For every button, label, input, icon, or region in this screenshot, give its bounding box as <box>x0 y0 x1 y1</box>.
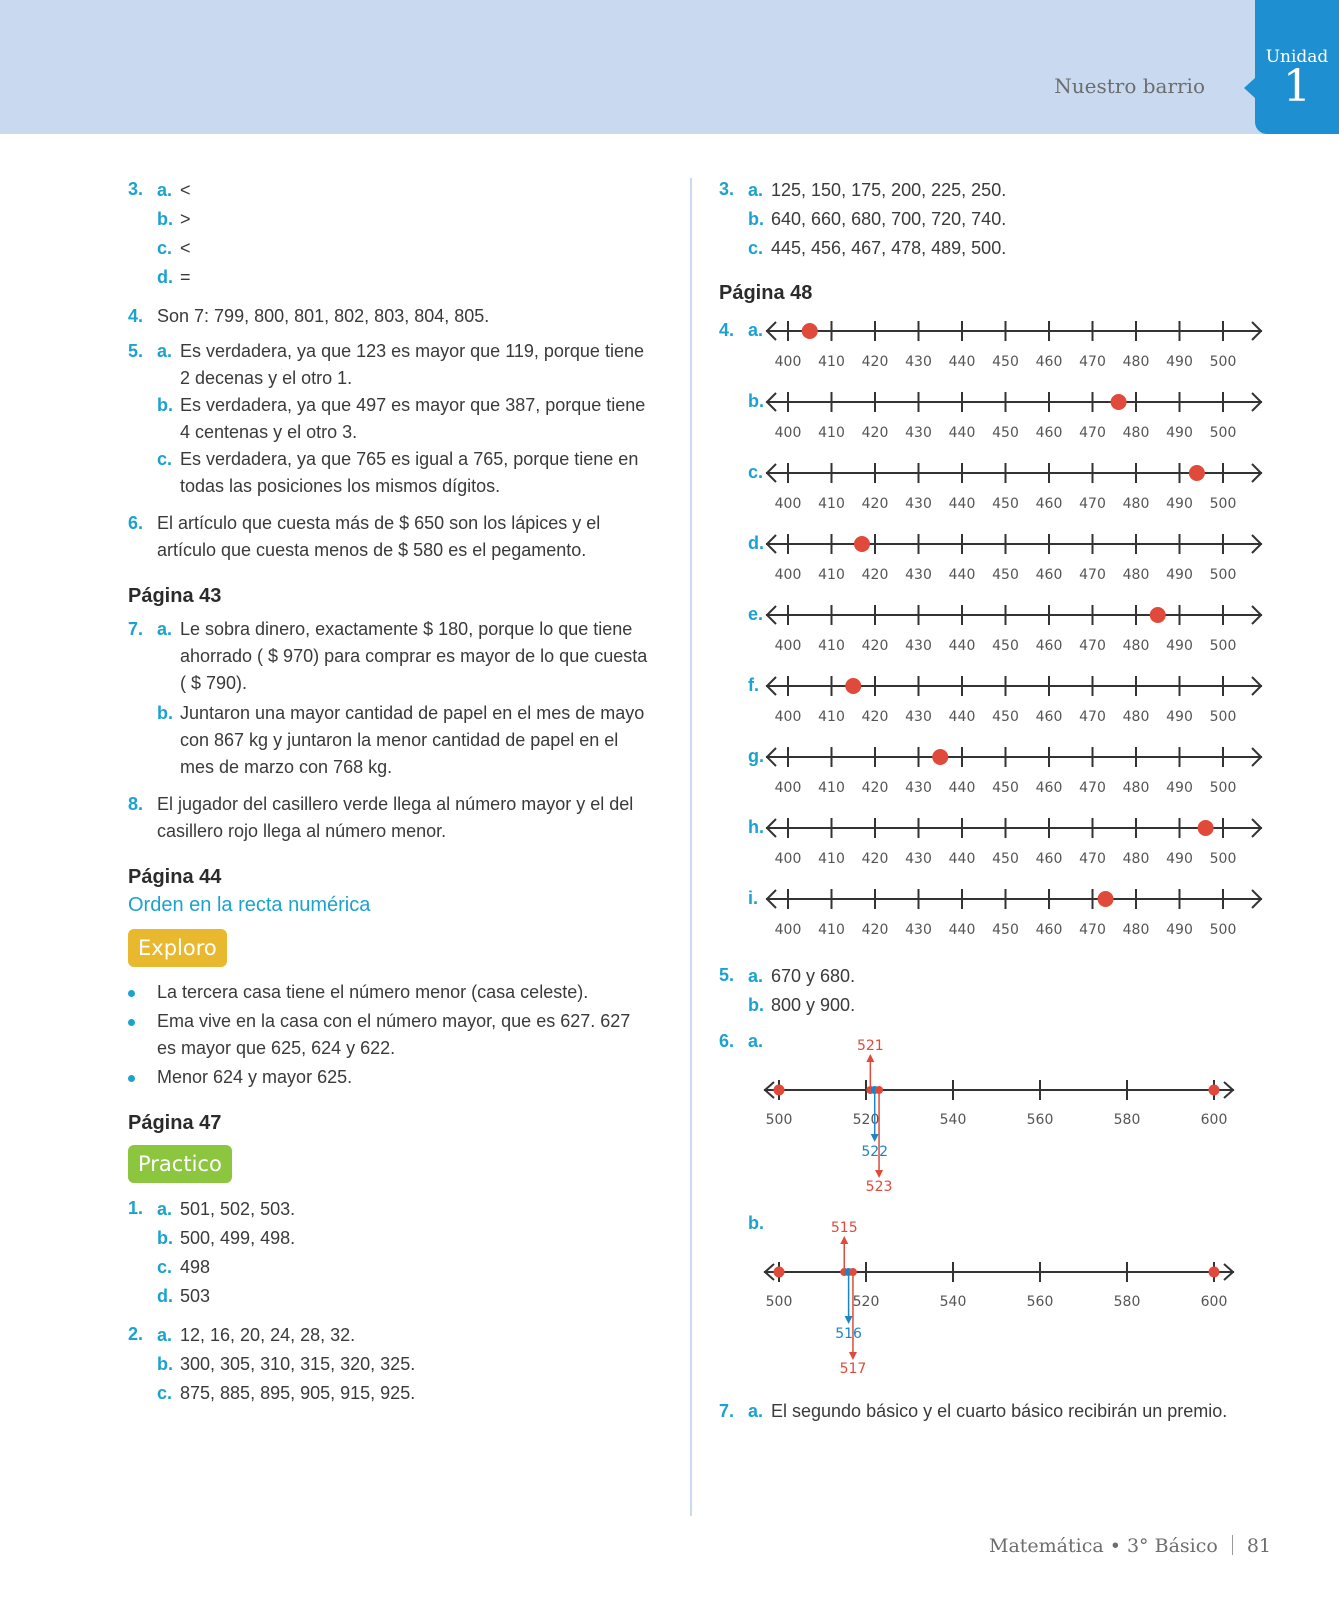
tick-label: 460 <box>1035 638 1063 654</box>
section-title-p44: Página 44 <box>128 866 222 888</box>
answer-item: b. Juntaron una mayor cantidad de papel en el mes de mayo con 867 kg y juntaron la menor cantidad de papel en el mes de marzo con 768 kg. <box>157 703 645 777</box>
unit-label: Unidad <box>1265 47 1329 67</box>
answer-item: b. 500, 499, 498. <box>157 1228 296 1248</box>
tick-label: 500 <box>1209 780 1237 796</box>
list-item: La tercera casa tiene el número menor (casa celeste). <box>128 979 668 1006</box>
number-point <box>1198 820 1214 836</box>
tick-label: 420 <box>861 638 889 654</box>
tick-label: 480 <box>1122 354 1150 370</box>
bullet-icon <box>128 1019 135 1026</box>
tick-label: 400 <box>774 709 802 725</box>
number-line-row <box>719 388 1279 459</box>
arrowhead-icon <box>849 1352 857 1360</box>
tick-label: 430 <box>905 567 932 583</box>
item-letter: g. <box>748 746 764 766</box>
tick-label: 430 <box>905 638 932 654</box>
tick-label: 480 <box>1122 709 1150 725</box>
answer-6b: 6. a. b. 500 520 540 560 580 600 521 522 523 500 520 540 560 580 600 515 516 517 <box>719 1028 1279 1398</box>
tick-label: 480 <box>1122 425 1150 441</box>
tick-label: 450 <box>992 354 1019 370</box>
answer-item: a. < <box>157 180 191 200</box>
section-title-p43: Página 43 <box>128 585 222 607</box>
page-number: 81 <box>1246 1535 1271 1557</box>
tick-label: 500 <box>1209 567 1237 583</box>
tick-label: 480 <box>1122 851 1150 867</box>
tick-label: 500 <box>1209 425 1237 441</box>
answer-item: c. 445, 456, 467, 478, 489, 500. <box>748 238 1007 258</box>
arrowhead-icon <box>840 1236 848 1244</box>
answer-item: a. 501, 502, 503. <box>157 1199 296 1219</box>
tick-label: 410 <box>818 638 845 654</box>
number-line <box>764 743 1264 803</box>
answer-item: b. 300, 305, 310, 315, 320, 325. <box>157 1354 416 1374</box>
tick-label: 410 <box>818 425 845 441</box>
answer-4: 4. Son 7: 799, 800, 801, 802, 803, 804, 805. <box>128 306 490 326</box>
answer-6: 6. El artículo que cuesta más de $ 650 son los lápices y el artículo que cuesta menos de $ 580 es el pegamento. <box>128 513 601 560</box>
tick-label: 410 <box>818 567 845 583</box>
tick-label: 450 <box>992 425 1019 441</box>
tick-label: 440 <box>948 638 976 654</box>
number-line <box>764 672 1264 732</box>
tick-label: 420 <box>861 780 889 796</box>
number-point <box>1189 465 1205 481</box>
tick-label: 400 <box>774 567 802 583</box>
tick-label: 490 <box>1166 709 1193 725</box>
item-letter: a. <box>748 320 764 340</box>
tick-label: 460 <box>1035 567 1063 583</box>
tick-label: 410 <box>818 709 845 725</box>
item-letter: h. <box>748 817 764 837</box>
tick-label: 600 <box>1200 1112 1228 1128</box>
practico-badge: Practico <box>128 1145 232 1183</box>
number-point <box>1098 891 1114 907</box>
item-letter-b: b. <box>748 1213 764 1233</box>
tick-label: 410 <box>818 780 845 796</box>
header-band <box>0 0 1339 134</box>
tick-label: 490 <box>1166 496 1193 512</box>
tick-label: 430 <box>905 851 932 867</box>
answer-item: b. Es verdadera, ya que 497 es mayor que 387, porque tiene 4 centenas y el otro 3. <box>157 395 646 442</box>
answer-item: d. 503 <box>157 1286 211 1306</box>
question-number: 4. <box>719 320 735 340</box>
tick-label: 430 <box>905 496 932 512</box>
tick-label: 490 <box>1166 922 1193 938</box>
item-letter-a: a. <box>748 1031 764 1051</box>
tick-label: 540 <box>939 1294 967 1310</box>
tick-label: 490 <box>1166 425 1193 441</box>
tick-label: 430 <box>905 780 932 796</box>
answer-item: d. = <box>157 267 191 287</box>
bullet-icon <box>128 1075 135 1082</box>
number-line <box>764 601 1264 661</box>
tick-label: 490 <box>1166 638 1193 654</box>
answer-5: 5. a. Es verdadera, ya que 123 es mayor que 119, porque tiene 2 decenas y el otro 1. b. Es verdadera, ya que 497 es mayor que 387, porque tiene 4 centenas y el otro 3. c. Es verdadera, ya que 765 es igual a 765, porque tiene en todas las posiciones los mismos dígitos. <box>128 338 668 500</box>
tick-label: 450 <box>992 567 1019 583</box>
tick-label: 470 <box>1079 496 1106 512</box>
tick-label: 400 <box>774 496 802 512</box>
answer-item: c. 875, 885, 895, 905, 915, 925. <box>157 1383 416 1403</box>
tick-label: 440 <box>948 496 976 512</box>
tick-label: 480 <box>1122 638 1150 654</box>
answer-item: b. 800 y 900. <box>748 995 856 1015</box>
number-line-row <box>719 814 1279 885</box>
tick-label: 520 <box>852 1294 880 1310</box>
tick-label: 520 <box>852 1112 880 1128</box>
number-point <box>1150 607 1166 623</box>
tick-label: 500 <box>1209 638 1237 654</box>
answer-8: 8. El jugador del casillero verde llega al número mayor y el del casillero rojo llega al número menor. <box>128 794 634 841</box>
tick-label: 440 <box>948 851 976 867</box>
marked-point <box>849 1268 857 1276</box>
tick-label: 490 <box>1166 354 1193 370</box>
tick-label: 440 <box>948 780 976 796</box>
tick-label: 400 <box>774 638 802 654</box>
point-label: 523 <box>865 1179 893 1195</box>
tick-label: 420 <box>861 425 889 441</box>
left-column <box>128 176 668 1408</box>
tick-label: 480 <box>1122 780 1150 796</box>
tick-label: 420 <box>861 496 889 512</box>
arrowhead-icon <box>845 1316 853 1324</box>
right-column <box>719 176 1279 1425</box>
tick-label: 490 <box>1166 780 1193 796</box>
answer-3 <box>128 176 668 292</box>
tick-label: 560 <box>1026 1294 1054 1310</box>
tick-label: 500 <box>1209 354 1237 370</box>
endpoint-dot <box>1209 1085 1220 1096</box>
tick-label: 470 <box>1079 851 1106 867</box>
list-item: Ema vive en la casa con el número mayor, que es 627. 627 es mayor que 625, 624 y 622. <box>128 1008 668 1062</box>
number-line-row <box>719 459 1279 530</box>
arrow-number-lines <box>719 1028 1279 1398</box>
point-label: 522 <box>861 1144 889 1160</box>
tick-label: 500 <box>765 1294 793 1310</box>
answer-7b: 7. a. El segundo básico y el cuarto básico recibirán un premio. <box>719 1401 1228 1421</box>
answer-7: 7. a. Le sobra dinero, exactamente $ 180, porque lo que tiene ahorrado ( $ 970) para comprar es mayor de lo que cuesta ( $ 790). b. Juntaron una mayor cantidad de papel en el mes de mayo con 867 kg y juntaron la menor cantidad de papel en el mes de marzo con 768 kg. <box>128 616 668 781</box>
tick-label: 490 <box>1166 567 1193 583</box>
answer-5b: 5. a. 670 y 680. b. 800 y 900. <box>719 962 1279 1020</box>
column-divider <box>690 178 692 1516</box>
tick-label: 500 <box>1209 496 1237 512</box>
tick-label: 400 <box>774 354 802 370</box>
tick-label: 420 <box>861 354 889 370</box>
tick-label: 430 <box>905 709 932 725</box>
tick-label: 470 <box>1079 922 1106 938</box>
tick-label: 450 <box>992 496 1019 512</box>
tick-label: 410 <box>818 354 845 370</box>
number-line-row <box>719 743 1279 814</box>
tick-label: 500 <box>1209 922 1237 938</box>
answer-3b: 3. a. 125, 150, 175, 200, 225, 250. b. 640, 660, 680, 700, 720, 740. c. 445, 456, 467, 478, 489, 500. <box>719 176 1279 263</box>
tick-label: 420 <box>861 851 889 867</box>
answer-item: a. 125, 150, 175, 200, 225, 250. <box>748 180 1007 200</box>
tick-label: 490 <box>1166 851 1193 867</box>
tick-label: 470 <box>1079 354 1106 370</box>
tick-label: 480 <box>1122 567 1150 583</box>
tick-label: 410 <box>818 496 845 512</box>
exploro-badge: Exploro <box>128 929 227 967</box>
point-label: 517 <box>839 1361 867 1377</box>
number-point <box>802 323 818 339</box>
answer-2: 2. a. 12, 16, 20, 24, 28, 32. b. 300, 305, 310, 315, 320, 325. c. 875, 885, 895, 905, 915, 925. <box>128 1321 668 1408</box>
item-letter: e. <box>748 604 764 624</box>
tick-label: 470 <box>1079 709 1106 725</box>
item-letter: f. <box>748 675 759 695</box>
number-line <box>764 317 1264 377</box>
tick-label: 580 <box>1113 1294 1141 1310</box>
number-point <box>845 678 861 694</box>
number-point <box>1111 394 1127 410</box>
number-line-row <box>719 601 1279 672</box>
number-point <box>854 536 870 552</box>
arrowhead-icon <box>866 1054 874 1062</box>
tick-label: 470 <box>1079 567 1106 583</box>
tick-label: 430 <box>905 425 932 441</box>
item-letter: i. <box>748 888 759 908</box>
tick-label: 430 <box>905 354 932 370</box>
answer-item: b. 640, 660, 680, 700, 720, 740. <box>748 209 1007 229</box>
tick-label: 400 <box>774 425 802 441</box>
question-number: 3. <box>128 179 144 199</box>
endpoint-dot <box>774 1267 785 1278</box>
answer-item: a. Es verdadera, ya que 123 es mayor que 119, porque tiene 2 decenas y el otro 1. <box>157 341 644 388</box>
tick-label: 420 <box>861 922 889 938</box>
number-line-row <box>719 530 1279 601</box>
item-letter: b. <box>748 391 764 411</box>
tick-label: 420 <box>861 567 889 583</box>
tick-label: 400 <box>774 851 802 867</box>
number-line <box>764 814 1264 874</box>
tick-label: 400 <box>774 780 802 796</box>
tick-label: 450 <box>992 780 1019 796</box>
page-footer <box>989 1535 1271 1557</box>
tick-label: 450 <box>992 922 1019 938</box>
tick-label: 460 <box>1035 709 1063 725</box>
tick-label: 450 <box>992 638 1019 654</box>
tick-label: 580 <box>1113 1112 1141 1128</box>
number-lines <box>719 317 1279 956</box>
section-title-p47: Página 47 <box>128 1112 222 1134</box>
tick-label: 460 <box>1035 496 1063 512</box>
tick-label: 440 <box>948 354 976 370</box>
number-line <box>764 388 1264 448</box>
marked-point <box>875 1086 883 1094</box>
answer-item: b. > <box>157 209 191 229</box>
tick-label: 420 <box>861 709 889 725</box>
tick-label: 460 <box>1035 780 1063 796</box>
section-title-p48: Página 48 <box>719 282 813 304</box>
unit-number: 1 <box>1283 61 1311 112</box>
tick-label: 600 <box>1200 1294 1228 1310</box>
section-subtitle: Orden en la recta numérica <box>128 894 371 916</box>
answer-item: c. Es verdadera, ya que 765 es igual a 765, porque tiene en todas las posiciones los mismos dígitos. <box>157 449 639 496</box>
tick-label: 430 <box>905 922 932 938</box>
item-letter: d. <box>748 533 764 553</box>
number-line-row <box>719 885 1279 956</box>
tick-label: 470 <box>1079 425 1106 441</box>
footer-separator <box>1232 1535 1233 1555</box>
answer-item: a. 12, 16, 20, 24, 28, 32. <box>157 1325 356 1345</box>
endpoint-dot <box>774 1085 785 1096</box>
tick-label: 560 <box>1026 1112 1054 1128</box>
answer-item: c. 498 <box>157 1257 211 1277</box>
number-line <box>764 459 1264 519</box>
number-line-row <box>719 317 1279 388</box>
point-label: 521 <box>856 1038 884 1054</box>
number-line <box>764 530 1264 590</box>
tick-label: 500 <box>765 1112 793 1128</box>
bullet-icon <box>128 990 135 997</box>
tick-label: 400 <box>774 922 802 938</box>
footer-subject: Matemática • 3° Básico <box>989 1535 1218 1557</box>
tick-label: 440 <box>948 425 976 441</box>
endpoint-dot <box>1209 1267 1220 1278</box>
bullet-list <box>128 979 668 1091</box>
tick-label: 460 <box>1035 425 1063 441</box>
tick-label: 500 <box>1209 851 1237 867</box>
arrowhead-icon <box>871 1134 879 1142</box>
tick-label: 540 <box>939 1112 967 1128</box>
number-line <box>764 885 1264 945</box>
tick-label: 470 <box>1079 638 1106 654</box>
tick-label: 410 <box>818 922 845 938</box>
tick-label: 480 <box>1122 496 1150 512</box>
unit-tab <box>1255 0 1339 134</box>
tick-label: 450 <box>992 851 1019 867</box>
chapter-title: Nuestro barrio <box>1054 74 1205 98</box>
tick-label: 440 <box>948 567 976 583</box>
number-point <box>932 749 948 765</box>
answer-1: 1. a. 501, 502, 503. b. 500, 499, 498. c. 498 d. 503 <box>128 1195 668 1311</box>
point-label: 516 <box>835 1326 862 1342</box>
tick-label: 440 <box>948 922 976 938</box>
number-line-row <box>719 672 1279 743</box>
arrowhead-icon <box>875 1170 883 1178</box>
tick-label: 410 <box>818 851 845 867</box>
tick-label: 460 <box>1035 851 1063 867</box>
answer-item: c. < <box>157 238 191 258</box>
tick-label: 440 <box>948 709 976 725</box>
tick-label: 450 <box>992 709 1019 725</box>
tick-label: 470 <box>1079 780 1106 796</box>
list-item: Menor 624 y mayor 625. <box>128 1064 668 1091</box>
item-letter: c. <box>748 462 764 482</box>
point-label: 515 <box>830 1220 858 1236</box>
answer-item: a. Le sobra dinero, exactamente $ 180, porque lo que tiene ahorrado ( $ 970) para comprar es mayor de lo que cuesta ( $ 790). <box>157 619 648 693</box>
answer-item: a. 670 y 680. <box>748 966 856 986</box>
tick-label: 480 <box>1122 922 1150 938</box>
tick-label: 500 <box>1209 709 1237 725</box>
tick-label: 460 <box>1035 922 1063 938</box>
tick-label: 460 <box>1035 354 1063 370</box>
